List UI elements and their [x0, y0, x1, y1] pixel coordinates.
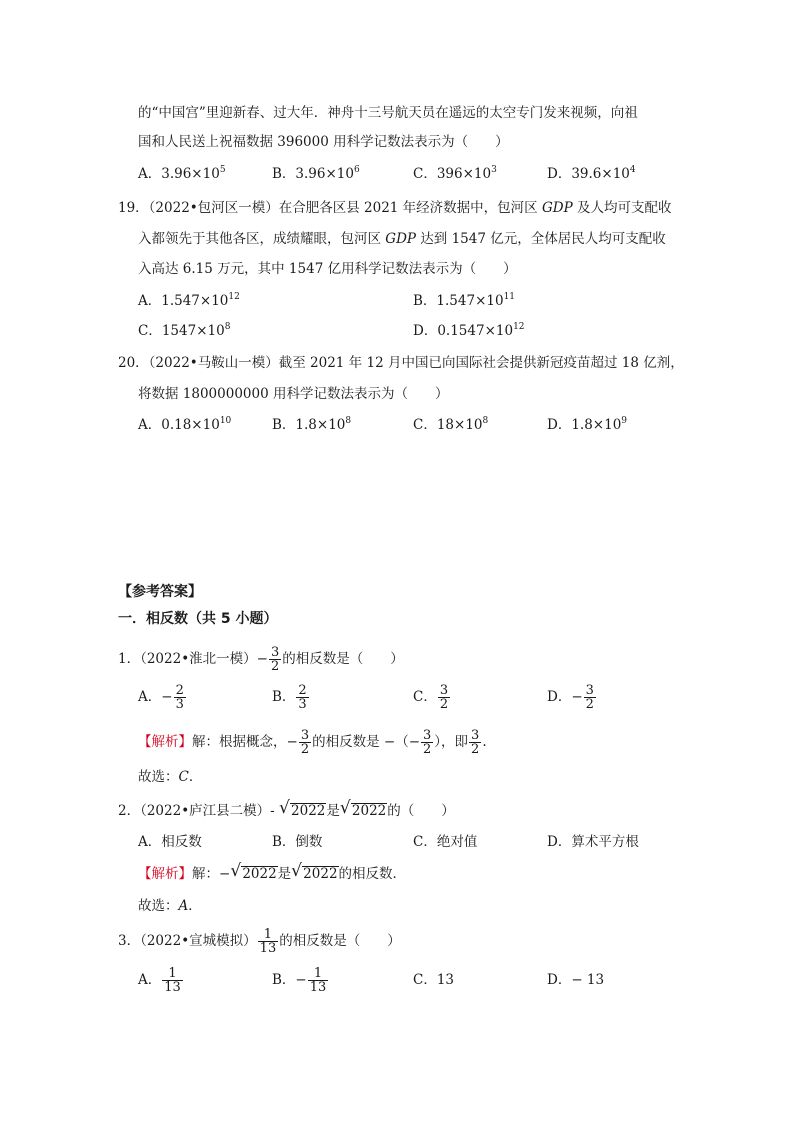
q18-line2: 国和人民送上祝福数据 396000 用科学记数法表示为（ ） [138, 134, 509, 150]
q19-line3: 入高达 6.15 万元，其中 1547 亿用科学记数法表示为（ ） [138, 261, 517, 277]
a2-option-d: D．算术平方根 [547, 834, 639, 850]
q19-line1: 19．（2022•包河区一模）在合肥各区县 2021 年经济数据中，包河区 GDP 及人均可支配收 [118, 200, 672, 216]
a1-option-d: D．− $\frac{3}{2}$ [547, 683, 594, 712]
a2-analysis: 【解析】解：− √ 2022是 √ 2022的相反数． [138, 861, 407, 882]
q19-option-b: B．$1.547\times 10^{11}$ [413, 292, 516, 309]
a1-analysis: 【解析】解：根据概念，− $\frac{3}{2}$ 的相反数是 −（− $\frac{3}{2}$ ），即 $\frac{3}{2}$ . [138, 728, 487, 757]
q20-line2: 将数据 1800000000 用科学记数法表示为（ ） [138, 386, 449, 402]
analysis-tag: 【解析】 [138, 866, 192, 882]
a1-choice: 故选：C． [138, 769, 203, 785]
q18-option-c: C．$396\times 10^3$ [413, 165, 497, 182]
q20-option-b: B．$1.8\times 10^8$ [272, 416, 352, 433]
a2-option-c: C．绝对值 [413, 834, 478, 850]
q19-option-a: A．$1.547\times 10^{12}$ [138, 292, 240, 309]
fraction: $\frac{3}{2}$ [270, 645, 280, 674]
q18-option-b: B．$3.96\times 10^6$ [272, 165, 360, 182]
q18-option-a: A．$3.96\times 10^5$ [138, 165, 226, 182]
q20-option-d: D．$1.8\times 10^9$ [547, 416, 628, 433]
q19-option-d: D．$0.1547\times 10^{12}$ [413, 322, 525, 339]
a1-option-c: C． $\frac{3}{2}$ [413, 683, 449, 712]
a3-option-d: D．− 13 [547, 972, 605, 988]
a1-option-b: B． $\frac{2}{3}$ [272, 683, 307, 712]
q18-option-d: D．$39.6\times 10^4$ [547, 165, 636, 182]
analysis-tag: 【解析】 [138, 734, 192, 750]
q19-option-c: C．$1547\times 10^8$ [138, 322, 231, 339]
a1-question: 1．（2022•淮北一模）− $\frac{3}{2}$ 的相反数是（ ） [118, 645, 404, 674]
q20-option-a: A．$0.18\times 10^{10}$ [138, 416, 232, 433]
section-title: 一．相反数（共 5 小题） [118, 611, 278, 627]
a2-option-a: A．相反数 [138, 834, 202, 850]
a3-option-a: A． $\frac{1}{13}$ [138, 966, 181, 995]
a1-option-a: A．− $\frac{2}{3}$ [138, 683, 184, 712]
a2-option-b: B．倒数 [272, 834, 323, 850]
q19-line2: 入都领先于其他各区，成绩耀眼，包河区 GDP 达到 1547 亿元，全体居民人均可支配收 [138, 231, 666, 247]
q20-option-c: C．$18\times 10^8$ [413, 416, 489, 433]
a3-question: 3．（2022•宣城模拟） $\frac{1}{13}$ 的相反数是（ ） [118, 927, 401, 956]
q18-line1: 的“中国宫”里迎新春、过大年．神舟十三号航天员在遥远的太空专门发来视频，向祖 [138, 105, 638, 121]
q20-line1: 20．（2022•马鞍山一模）截至 2021 年 12 月中国已向国际社会提供新冠疫苗超过 18 亿剂， [118, 355, 684, 371]
a3-option-b: B．− $\frac{1}{13}$ [272, 966, 327, 995]
a2-choice: 故选：A． [138, 898, 202, 914]
a2-question: 2．（2022•庐江县二模）- √ 2022是 √ 2022的（ ） [118, 798, 455, 819]
sqrt: √ 2022 [279, 798, 326, 819]
answers-header: 【参考答案】 [118, 584, 202, 600]
a3-option-c: C．13 [413, 972, 455, 988]
